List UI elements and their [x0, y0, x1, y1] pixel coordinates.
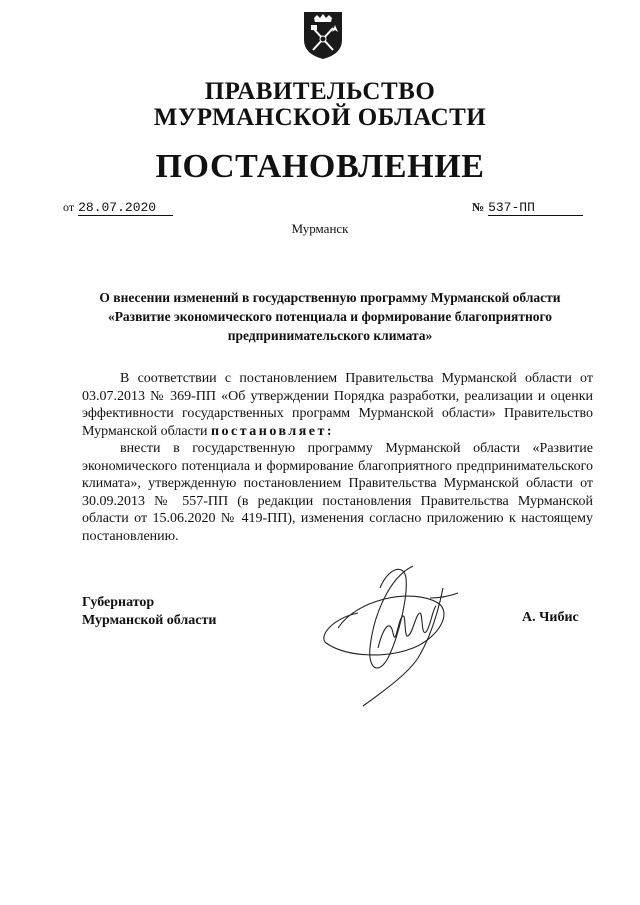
- document-type-title: ПОСТАНОВЛЕНИЕ: [155, 148, 485, 185]
- body-paragraph-1: [82, 370, 593, 440]
- position-line1: Губернатор: [82, 595, 155, 610]
- org-name-line1: ПРАВИТЕЛЬСТВО: [204, 78, 436, 105]
- handwritten-signature: [318, 558, 468, 708]
- document-date: 28.07.2020: [78, 200, 173, 216]
- body-paragraph-2: внести в государственную программу Мурманской области «Развитие экономического потенциала и формирование благоприятного предпринимательского климата», утвержденную постановлением Правительства Мурманской области от 30.09.2013 № 557-ПП (в редакции постановления Правительства Мурманской области от 15.06.2020 № 419-ПП), изменения согласно приложению к настоящему постановлению.: [82, 441, 593, 544]
- subject-line1: О внесении изменений в государственную программу Мурманской области: [99, 290, 561, 305]
- p1-text: В соответствии с постановлением Правительства Мурманской области от 03.07.2013 № 369-ПП «Об утверждении Порядка разработки, реализации и оценки эффективности государственных программ Мурманской области» Правительство Мурманской области: [82, 371, 593, 439]
- number-prefix: №: [472, 200, 485, 214]
- date-block: [63, 198, 173, 216]
- p1-verb: постановляет:: [210, 423, 335, 439]
- date-prefix: от: [63, 200, 75, 214]
- subject-line3: предпринимательского климата»: [227, 328, 433, 343]
- org-name-line2: МУРМАНСКОЙ ОБЛАСТИ: [153, 104, 487, 131]
- document-number: 537-ПП: [488, 200, 583, 216]
- signatory-position: [82, 594, 216, 630]
- subject-line2: «Развитие экономического потенциала и формирование благоприятного: [107, 309, 553, 324]
- signatory-name: А. Чибис: [522, 610, 579, 625]
- document-subject: [70, 288, 590, 345]
- coat-of-arms-icon: [302, 10, 344, 60]
- position-line2: Мурманской области: [82, 613, 217, 628]
- number-block: [472, 198, 583, 216]
- city: Мурманск: [291, 221, 349, 236]
